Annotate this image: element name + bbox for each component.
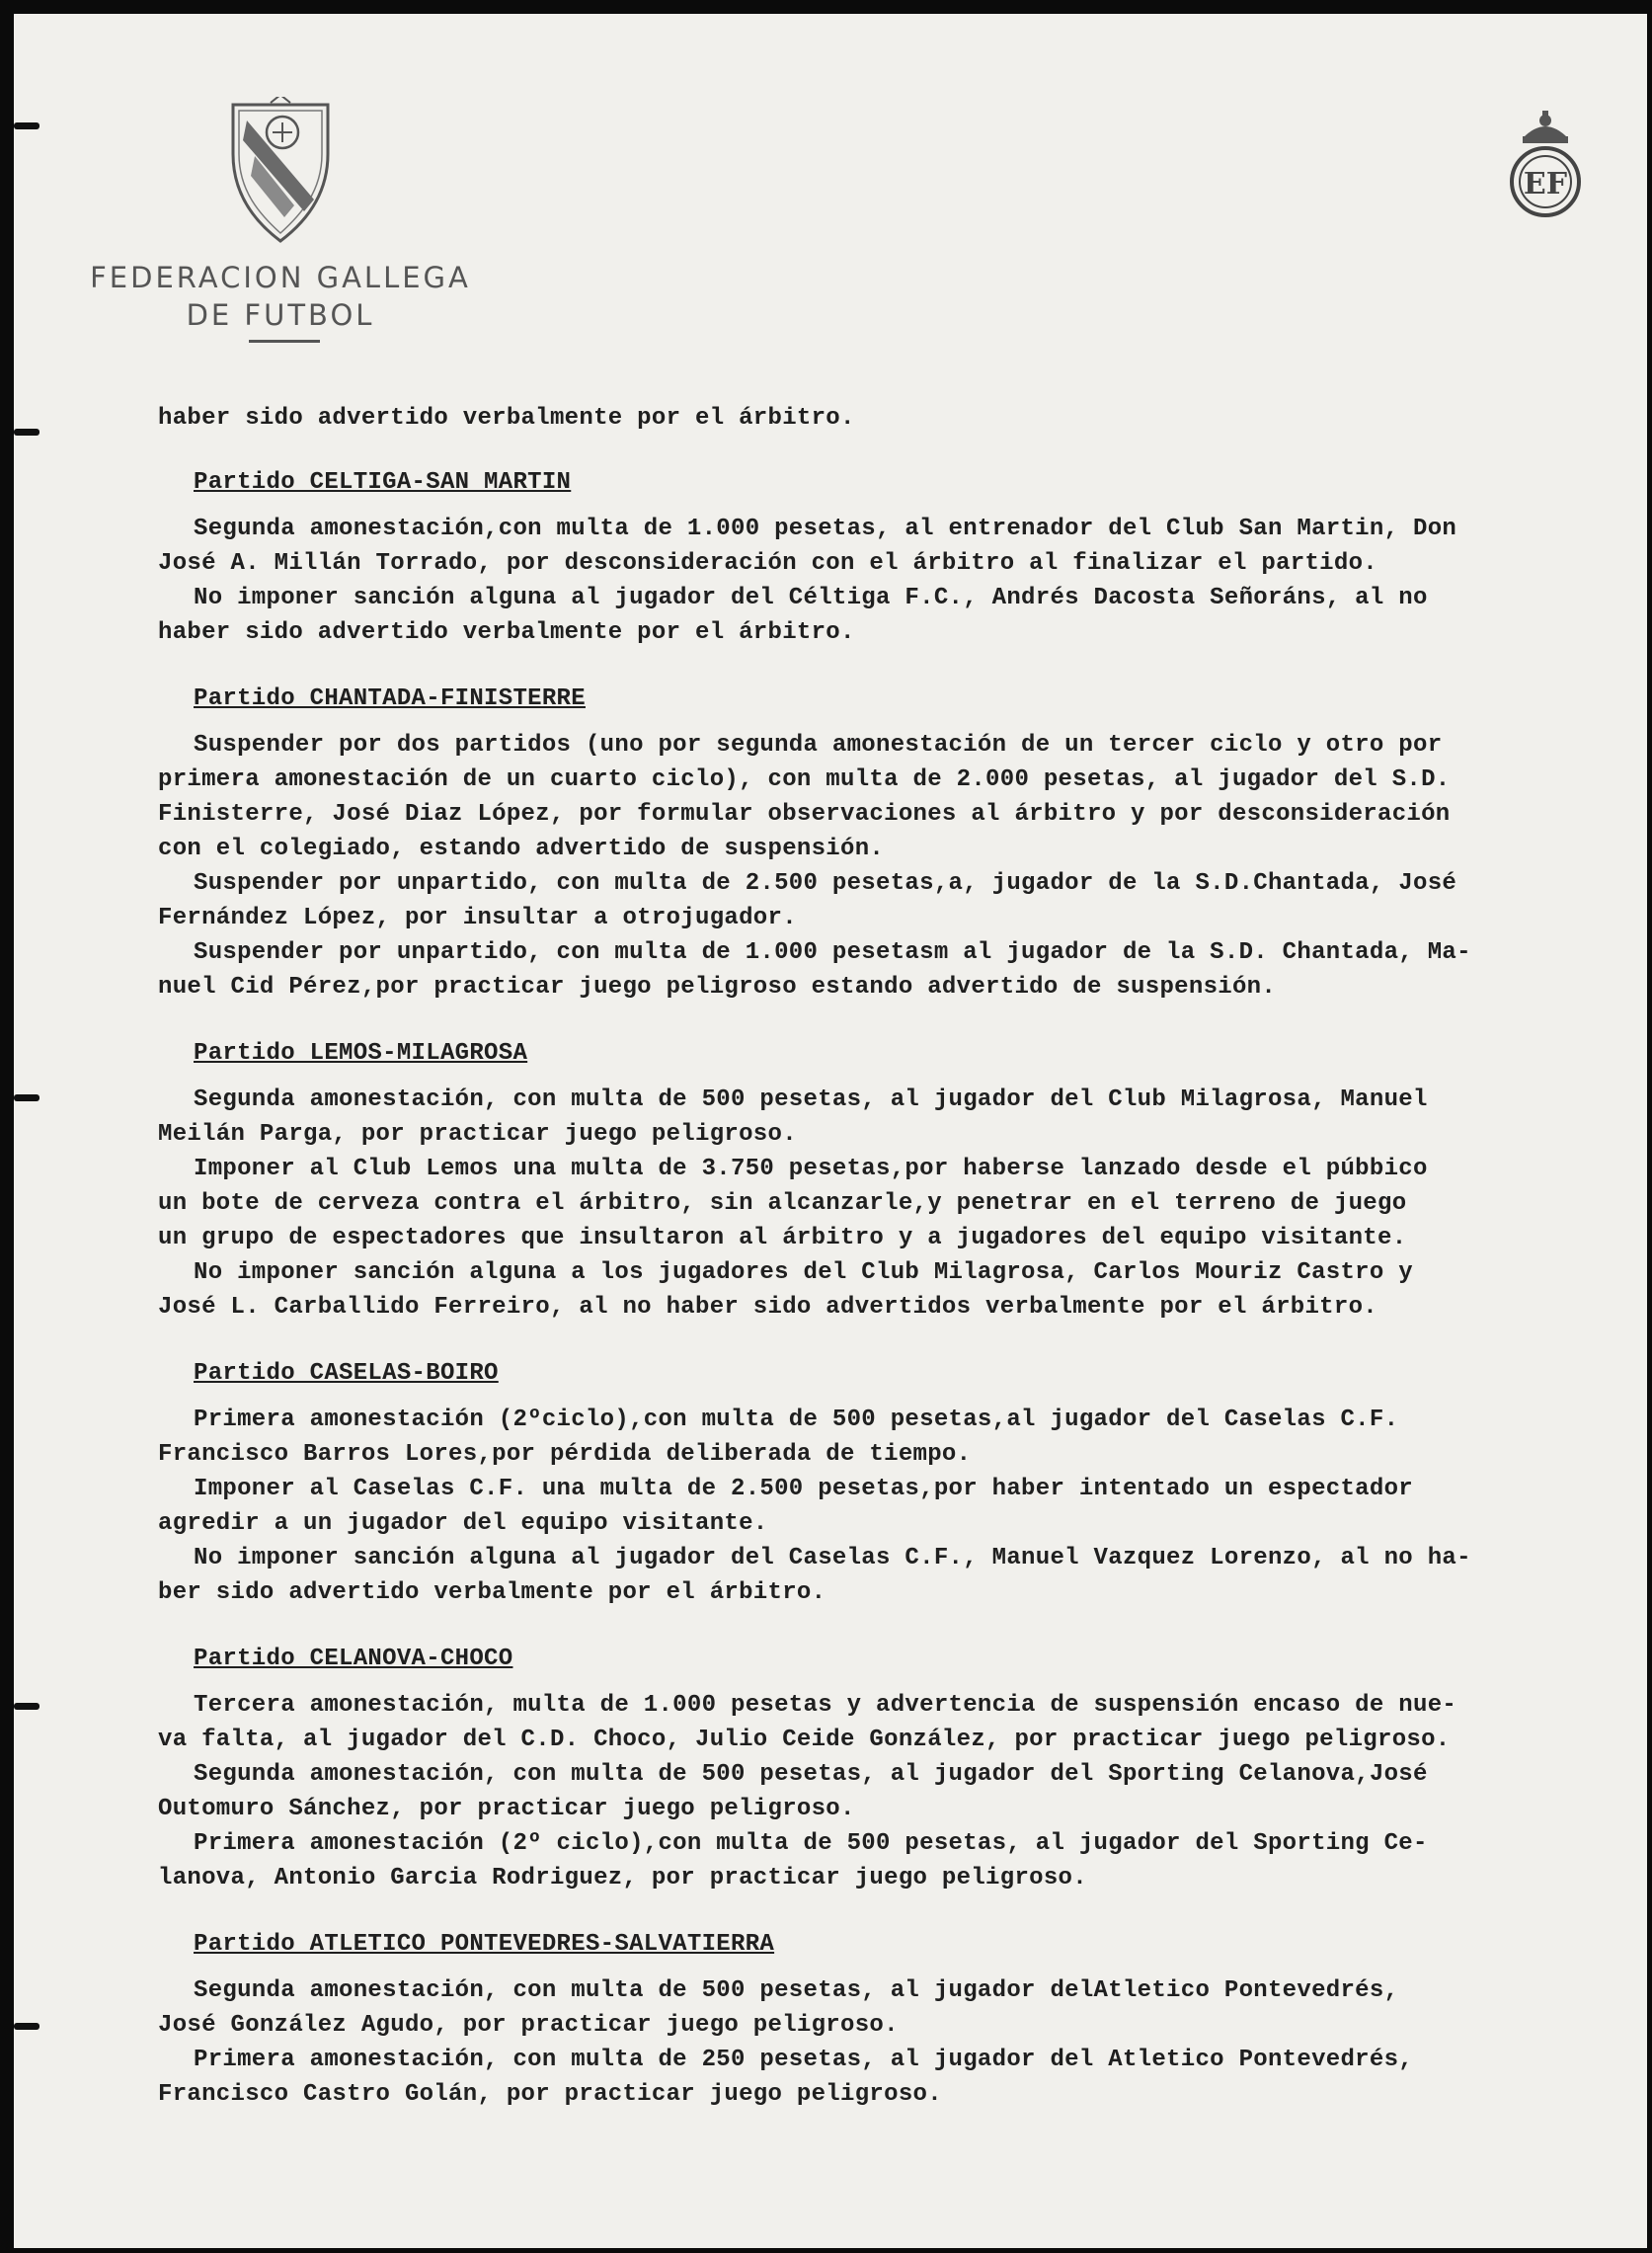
text-line: Segunda amonestación, con multa de 500 pesetas, al jugador delAtletico Pontevedrés, [194, 1977, 1399, 2004]
text-line: primera amonestación de un cuarto ciclo), con multa de 2.000 pesetas, al jugador del S.D. [158, 766, 1451, 793]
rfef-crest-icon [1503, 109, 1588, 225]
punch-hole-mark [14, 2023, 39, 2030]
section-title: Partido CELANOVA-CHOCO [194, 1646, 513, 1672]
header-divider [249, 340, 320, 343]
text-line: Meilán Parga, por practicar juego peligroso. [158, 1121, 797, 1148]
federation-shield-icon [225, 97, 336, 245]
section-title: Partido CASELAS-BOIRO [194, 1360, 499, 1387]
text-line: Primera amonestación (2ºciclo),con multa de 500 pesetas,al jugador del Caselas C.F. [194, 1407, 1399, 1433]
text-line: Francisco Barros Lores,por pérdida deliberada de tiempo. [158, 1441, 972, 1468]
text-line: Imponer al Caselas C.F. una multa de 2.500 pesetas,por haber intentado un espectador [194, 1476, 1413, 1502]
section-title: Partido LEMOS-MILAGROSA [194, 1040, 528, 1067]
document-page [14, 14, 1647, 2248]
text-line: Segunda amonestación, con multa de 500 pesetas, al jugador del Club Milagrosa, Manuel [194, 1086, 1428, 1113]
text-line: ber sido advertido verbalmente por el árbitro. [158, 1579, 826, 1606]
section-title: Partido ATLETICO PONTEVEDRES-SALVATIERRA [194, 1931, 775, 1958]
text-line: José González Agudo, por practicar juego peligroso. [158, 2012, 899, 2039]
text-line: Francisco Castro Golán, por practicar juego peligroso. [158, 2081, 942, 2108]
text-line: Tercera amonestación, multa de 1.000 pesetas y advertencia de suspensión encaso de nue- [194, 1692, 1457, 1719]
text-line: un grupo de espectadores que insultaron al árbitro y a jugadores del equipo visitante. [158, 1225, 1407, 1251]
text-line: Outomuro Sánchez, por practicar juego peligroso. [158, 1796, 855, 1822]
section-title: Partido CHANTADA-FINISTERRE [194, 685, 586, 712]
text-line: José L. Carballido Ferreiro, al no haber sido advertidos verbalmente por el árbitro. [158, 1294, 1377, 1321]
text-line: con el colegiado, estando advertido de suspensión. [158, 836, 885, 862]
punch-hole-mark [14, 1094, 39, 1101]
punch-hole-mark [14, 429, 39, 436]
text-line: No imponer sanción alguna a los jugadores del Club Milagrosa, Carlos Mouriz Castro y [194, 1259, 1413, 1286]
intro-line: haber sido advertido verbalmente por el árbitro. [158, 405, 855, 432]
federation-name-line1: FEDERACION GALLEGA [90, 261, 471, 294]
text-line: Suspender por dos partidos (uno por segunda amonestación de un tercer ciclo y otro por [194, 732, 1443, 759]
text-line: No imponer sanción alguna al jugador del Céltiga F.C., Andrés Dacosta Señoráns, al no [194, 585, 1428, 611]
text-line: haber sido advertido verbalmente por el árbitro. [158, 619, 855, 646]
text-line: Segunda amonestación, con multa de 500 pesetas, al jugador del Sporting Celanova,José [194, 1761, 1428, 1788]
text-line: Suspender por unpartido, con multa de 2.500 pesetas,a, jugador de la S.D.Chantada, José [194, 870, 1457, 897]
text-line: Primera amonestación, con multa de 250 pesetas, al jugador del Atletico Pontevedrés, [194, 2047, 1413, 2073]
section-celtiga-san-martin [158, 465, 1647, 650]
section-atletico-pontevedres-salvatierra [158, 1927, 1647, 2112]
text-line: Imponer al Club Lemos una multa de 3.750 pesetas,por haberse lanzado desde el púbbico [194, 1156, 1428, 1182]
text-line: lanova, Antonio Garcia Rodriguez, por practicar juego peligroso. [158, 1865, 1087, 1891]
text-line: Suspender por unpartido, con multa de 1.000 pesetasm al jugador de la S.D. Chantada, Ma- [194, 939, 1471, 966]
text-line: Fernández López, por insultar a otrojugador. [158, 905, 797, 931]
text-line: José A. Millán Torrado, por desconsideración con el árbitro al finalizar el partido. [158, 550, 1377, 577]
document-body [158, 401, 1647, 2112]
text-line: va falta, al jugador del C.D. Choco, Julio Ceide González, por practicar juego peligroso. [158, 1727, 1451, 1753]
text-line: Primera amonestación (2º ciclo),con multa de 500 pesetas, al jugador del Sporting Ce- [194, 1830, 1428, 1857]
section-title: Partido CELTIGA-SAN MARTIN [194, 469, 572, 496]
text-line: un bote de cerveza contra el árbitro, sin alcanzarle,y penetrar en el terreno de juego [158, 1190, 1407, 1217]
text-line: nuel Cid Pérez,por practicar juego peligroso estando advertido de suspensión. [158, 974, 1277, 1001]
section-lemos-milagrosa [158, 1036, 1647, 1325]
section-chantada-finisterre [158, 682, 1647, 1005]
punch-hole-mark [14, 122, 39, 129]
text-line: Segunda amonestación,con multa de 1.000 pesetas, al entrenador del Club San Martin, Don [194, 516, 1457, 542]
text-line: agredir a un jugador del equipo visitante. [158, 1510, 768, 1537]
svg-text:EF: EF [1523, 167, 1568, 201]
section-caselas-boiro [158, 1356, 1647, 1610]
text-line: No imponer sanción alguna al jugador del Caselas C.F., Manuel Vazquez Lorenzo, al no ha- [194, 1545, 1471, 1571]
section-celanova-choco [158, 1642, 1647, 1895]
federation-name-line2: DE FUTBOL [186, 298, 375, 332]
federation-name [83, 259, 478, 334]
text-line: Finisterre, José Diaz López, por formular observaciones al árbitro y por desconsideración [158, 801, 1451, 828]
punch-hole-mark [14, 1703, 39, 1710]
